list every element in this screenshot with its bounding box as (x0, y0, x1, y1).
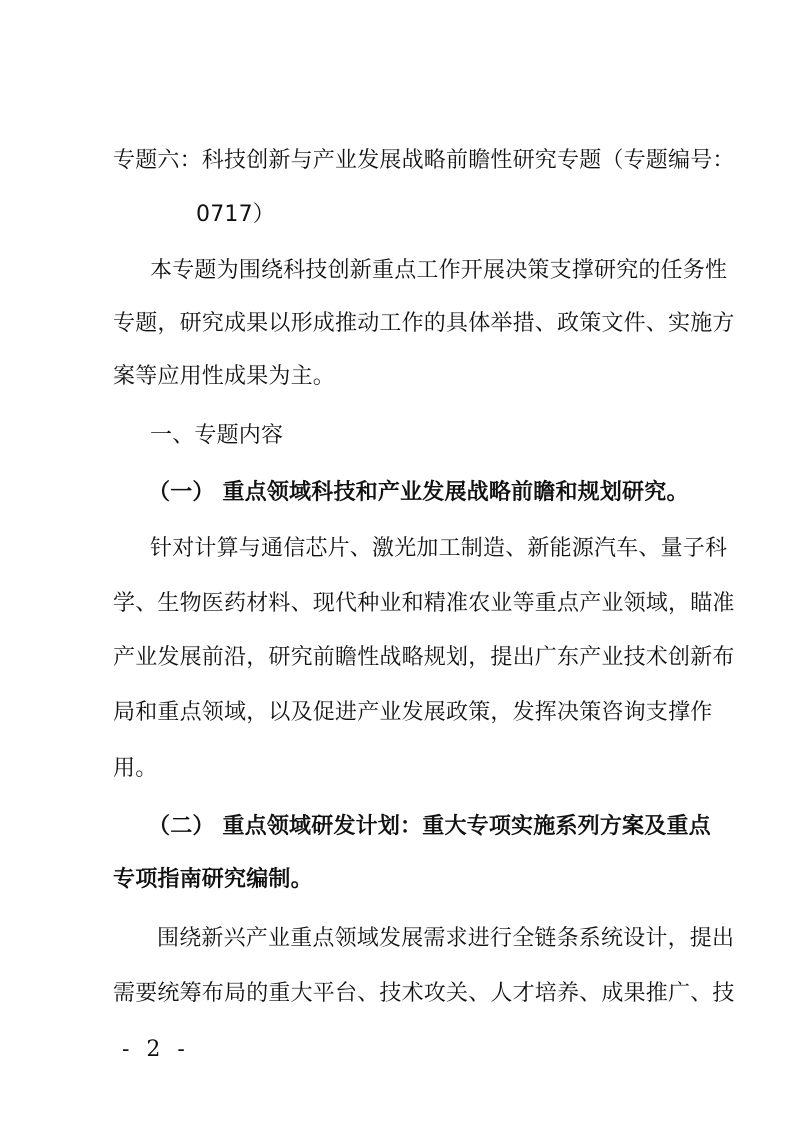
subsection-heading-1: （一） 重点领域科技和产业发展战略前瞻和规划研究。 (148, 480, 689, 505)
subsection-2-paragraph-line-2: 需要统筹布局的重大平台、技术攻关、人才培养、成果推广、技 (113, 981, 735, 1006)
intro-paragraph-line-1: 本专题为围绕科技创新重点工作开展决策支撑研究的任务性 (150, 258, 728, 283)
subsection-heading-2-line-2: 专项指南研究编制。 (113, 867, 313, 892)
page-number: - 2 - (122, 1037, 190, 1062)
subsection-1-paragraph-line-5: 用。 (113, 756, 158, 781)
subsection-1-paragraph-line-2: 学、生物医药材料、现代种业和精准农业等重点产业领域，瞄准 (113, 591, 735, 616)
topic-title-line-1: 专题六：科技创新与产业发展战略前瞻性研究专题（专题编号： (113, 148, 735, 173)
subsection-1-paragraph-line-3: 产业发展前沿，研究前瞻性战略规划，提出广东产业技术创新布 (113, 645, 735, 670)
subsection-2-paragraph-line-1: 围绕新兴产业重点领域发展需求进行全链条系统设计，提出 (157, 926, 735, 951)
intro-paragraph-line-3: 案等应用性成果为主。 (113, 364, 336, 389)
subsection-heading-2-line-1: （二） 重点领域研发计划：重大专项实施系列方案及重点 (148, 814, 711, 839)
section-heading: 一、专题内容 (150, 423, 284, 448)
intro-paragraph-line-2: 专题，研究成果以形成推动工作的具体举措、政策文件、实施方 (113, 311, 735, 336)
subsection-1-paragraph-line-1: 针对计算与通信芯片、激光加工制造、新能源汽车、量子科 (150, 536, 728, 561)
subsection-1-paragraph-line-4: 局和重点领域，以及促进产业发展政策，发挥决策咨询支撑作 (113, 700, 713, 725)
topic-title-line-2: 0717） (196, 202, 275, 227)
